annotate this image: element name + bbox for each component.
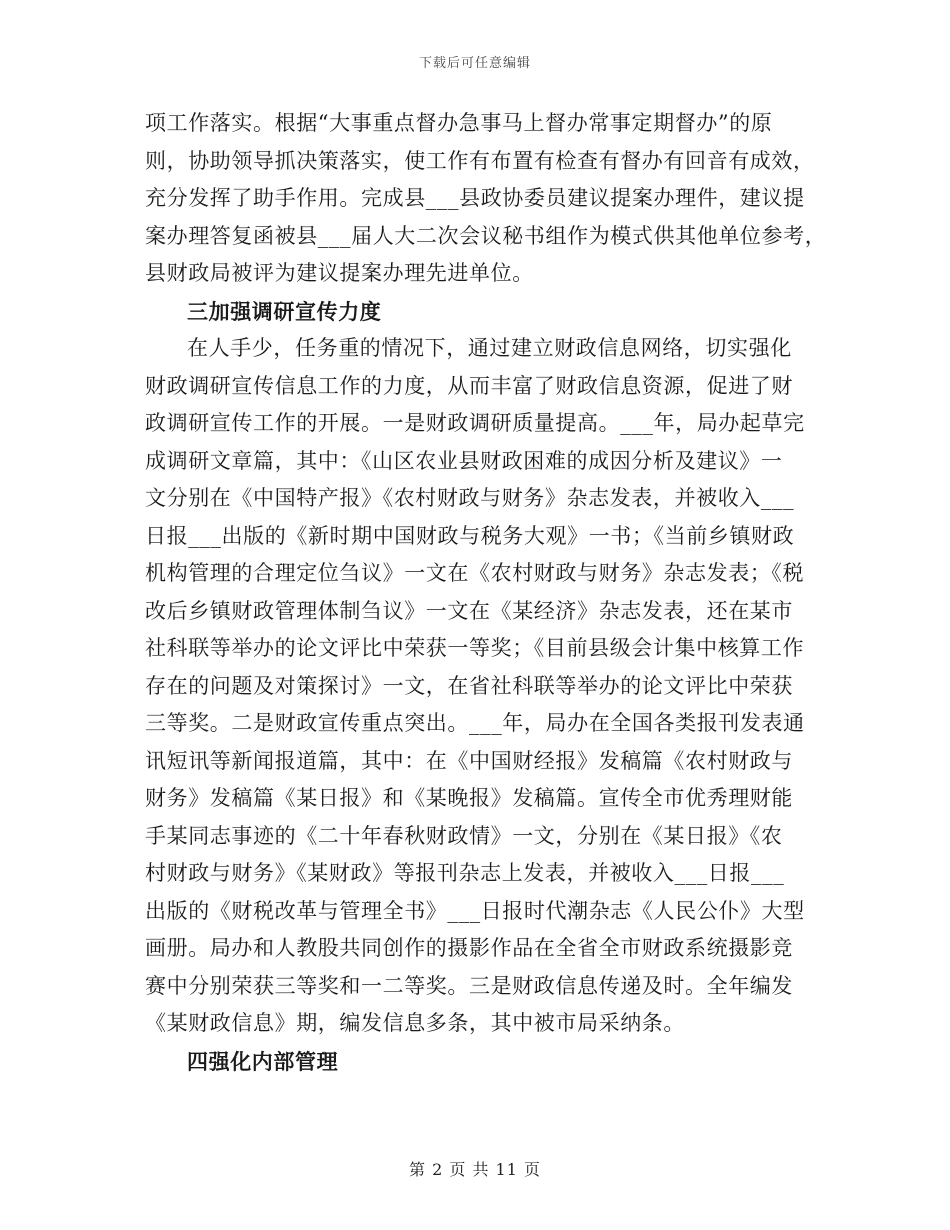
section-heading: 四强化内部管理 <box>187 1048 339 1074</box>
paragraph-line: 文分别在《中国特产报》《农村财政与财务》杂志发表，并被收入___ <box>145 486 795 510</box>
paragraph-line: 存在的问题及对策探讨》一文，在省社科联等举办的论文评比中荣获 <box>145 673 793 698</box>
paragraph-line: 则，协助领导抓决策落实，使工作有布置有检查有督办有回音有成效， <box>145 148 815 173</box>
page-number: 第 2 页 共 11 页 <box>409 1160 541 1179</box>
paragraph-line: 讯短讯等新闻报道篇，其中：在《中国财经报》发稿篇《农村财政与 <box>145 748 793 773</box>
section-heading: 三加强调研宣传力度 <box>187 298 382 324</box>
paragraph-line: 画册。局办和人教股共同创作的摄影作品在全省全市财政系统摄影竞 <box>145 936 793 960</box>
paragraph-line: 社科联等举办的论文评比中荣获一等奖；《目前县级会计集中核算工作 <box>145 636 805 660</box>
paragraph-line: 成调研文章篇，其中：《山区农业县财政困难的成因分析及建议》一 <box>145 448 783 473</box>
paragraph-line: 项工作落实。根据“大事重点督办急事马上督办常事定期督办”的原 <box>145 111 773 135</box>
paragraph-line: 案办理答复函被县___届人大二次会议秘书组作为模式供其他单位参考， <box>145 223 827 248</box>
paragraph-line: 手某同志事迹的《二十年春秋财政情》一文，分别在《某日报》《农 <box>145 823 783 848</box>
paragraph-line: 财政调研宣传信息工作的力度，从而丰富了财政信息资源，促进了财 <box>145 373 793 398</box>
paragraph-line: 县财政局被评为建议提案办理先进单位。 <box>145 261 534 285</box>
paragraph-line: 赛中分别荣获三等奖和一二等奖。三是财政信息传递及时。全年编发 <box>145 973 793 998</box>
paragraph-line: 出版的《财税改革与管理全书》___日报时代潮杂志《人民公仆》大型 <box>145 898 805 923</box>
paragraph-line: 日报___出版的《新时期中国财政与税务大观》一书；《当前乡镇财政 <box>145 523 795 548</box>
paragraph-line: 充分发挥了助手作用。完成县___县政协委员建议提案办理件，建议提 <box>145 186 805 210</box>
paragraph-line: 村财政与财务》《某财政》等报刊杂志上发表，并被收入___日报___ <box>145 861 785 885</box>
paragraph-line: 财务》发稿篇《某日报》和《某晚报》发稿篇。宣传全市优秀理财能 <box>145 786 793 810</box>
paragraph-line: 机构管理的合理定位刍议》一文在《农村财政与财务》杂志发表；《税 <box>145 561 805 585</box>
document-body <box>145 105 827 1080</box>
paragraph-line: 政调研宣传工作的开展。一是财政调研质量提高。___年，局办起草完 <box>145 411 805 435</box>
paragraph-line: 三等奖。二是财政宣传重点突出。___年，局办在全国各类报刊发表通 <box>145 711 805 735</box>
paragraph-line: 改后乡镇财政管理体制刍议》一文在《某经济》杂志发表，还在某市 <box>145 598 793 623</box>
paragraph-line: 《某财政信息》期，编发信息多条，其中被市局采纳条。 <box>145 1011 685 1035</box>
page-header: 下载后可任意编辑 <box>418 56 531 71</box>
paragraph-line: 在人手少，任务重的情况下，通过建立财政信息网络，切实强化 <box>187 336 792 360</box>
